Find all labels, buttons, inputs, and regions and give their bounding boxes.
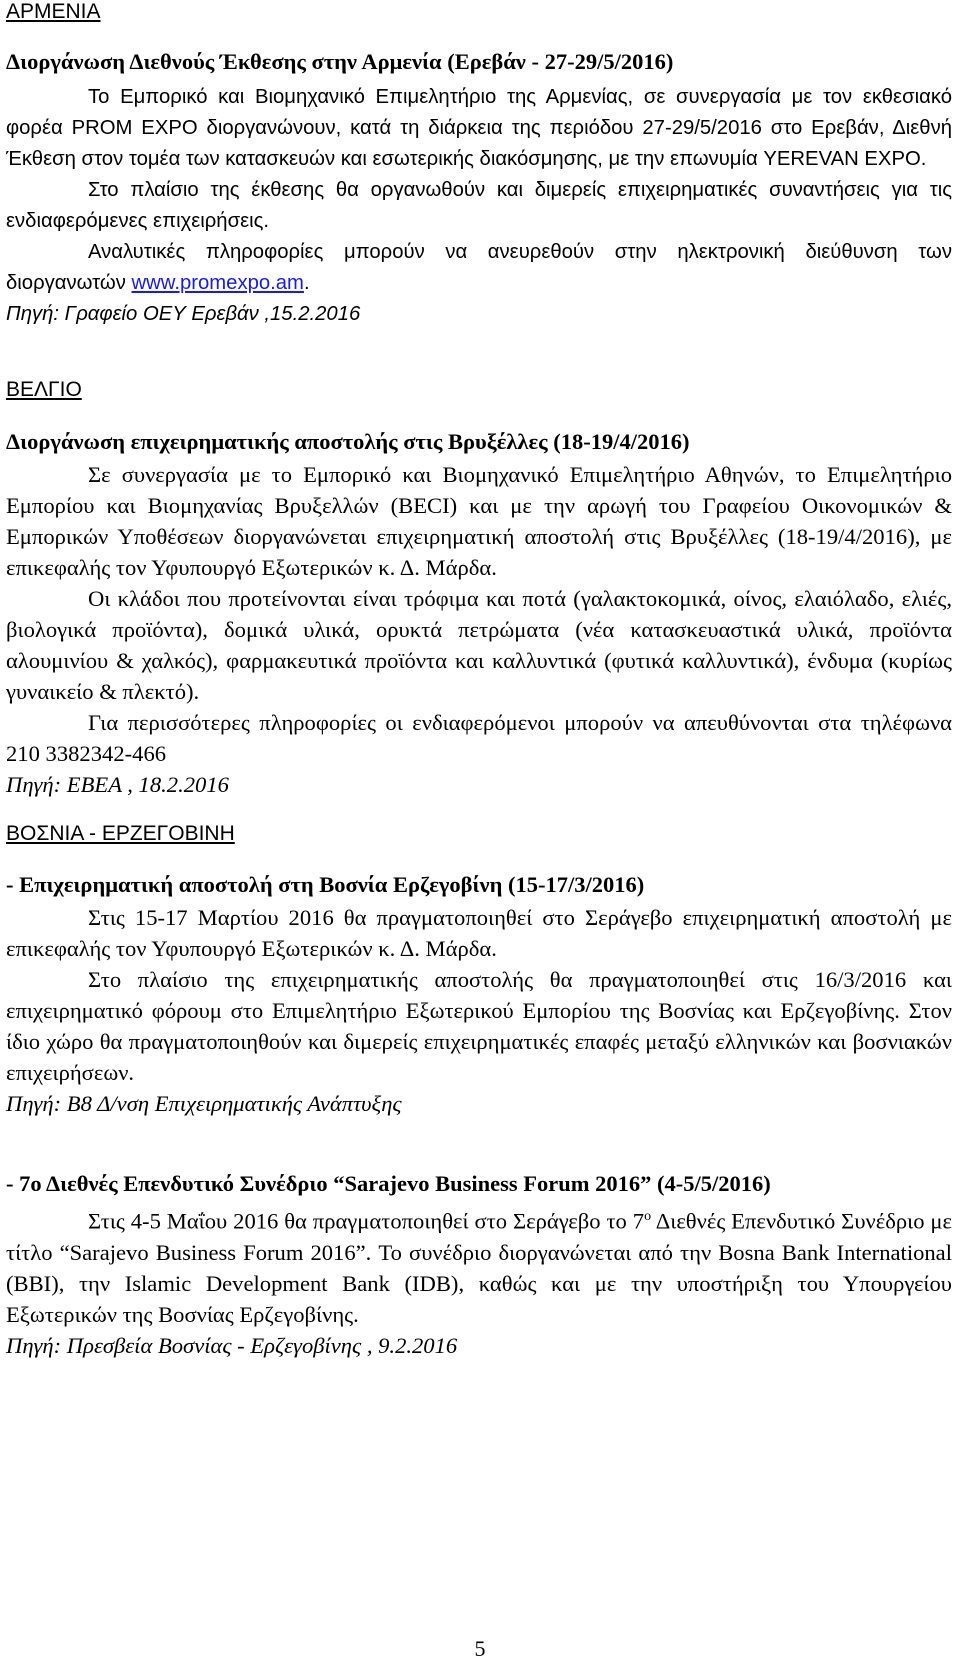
sarajevo-forum-paragraph: Στις 4-5 Μαΐου 2016 θα πραγματοποιηθεί στο Σεράγεβο το $7^o$ Διεθνές Επενδυτικό Συνέδριο με τίτλο “Sarajevo Business Forum 2016”. Το συνέδριο διοργανώνεται από την Bosna Bank International (BBI), την Islamic Development Bank (IDB), καθώς και με την υποστήριξη του Υπουργείου Εξωτερικών της Βοσνίας Ερζεγοβίνης. (6, 1208, 952, 1327)
page-number: 5 (474, 1636, 486, 1661)
bosnia-mission-paragraph-1: Στις 15-17 Μαρτίου 2016 θα πραγματοποιηθεί στο Σεράγεβο επιχειρηματική αποστολή με επικεφαλής τον Υφυπουργό Εξωτερικών κ. Δ. Μάρδα. (6, 905, 952, 961)
armenia-paragraph-3: Αναλυτικές πληροφορίες μπορούν να ανευρεθούν στην ηλεκτρονική διεύθυνση των διοργανωτών www.promexpo.am. (6, 241, 952, 294)
heading-sarajevo-forum: - 7ο Διεθνές Επενδυτικό Συνέδριο “Sarajevo Business Forum 2016” (4-5/5/2016) (6, 1171, 771, 1196)
heading-bosnia-mission: - Επιχειρηματική αποστολή στη Βοσνία Ερζεγοβίνη (15-17/3/2016) (6, 872, 645, 897)
bosnia-mission-paragraph-2: Στο πλαίσιο της επιχειρηματικής αποστολής θα πραγματοποιηθεί στις 16/3/2016 και επιχειρηματικό φόρουμ στο Επιμελητήριο Εξωτερικού Εμπορίου της Βοσνίας και Ερζεγοβίνης. Στον ίδιο χώρο θα πραγματοποιηθούν και διμερείς επιχειρηματικές επαφές μεταξύ ελληνικών και βοσνιακών επιχειρήσεων. (6, 967, 952, 1085)
belgium-source: Πηγή: ΕΒΕΑ , 18.2.2016 (6, 772, 229, 797)
document-page (6, 0, 952, 1361)
heading-armenia-exhibition: Διοργάνωση Διεθνούς Έκθεσης στην Αρμενία (Ερεβάν - 27-29/5/2016) (6, 49, 674, 74)
section-title-belgium: ΒΕΛΓΙΟ (6, 378, 82, 401)
belgium-paragraph-1: Σε συνεργασία με το Εμπορικό και Βιομηχανικό Επιμελητήριο Αθηνών, το Επιμελητήριο Εμπορίου και Βιομηχανίας Βρυξελλών (BECI) και με την αρωγή του Γραφείου Οικονομικών & Εμπορικών Υποθέσεων διοργανώνεται επιχειρηματική αποστολή στις Βρυξέλλες (18-19/4/2016), με επικεφαλής τον Υφυπουργό Εξωτερικών κ. Δ. Μάρδα. (6, 462, 952, 580)
bosnia-mission-source: Πηγή: Β8 Δ/νση Επιχειρηματικής Ανάπτυξης (6, 1091, 402, 1116)
sarajevo-forum-source: Πηγή: Πρεσβεία Βοσνίας - Ερζεγοβίνης , 9.2.2016 (6, 1332, 458, 1358)
armenia-source: Πηγή: Γραφείο ΟΕΥ Ερεβάν ,15.2.2016 (6, 303, 361, 325)
section-title-armenia: ΑΡΜΕΝΙΑ (6, 0, 101, 23)
belgium-paragraph-2: Οι κλάδοι που προτείνονται είναι τρόφιμα και ποτά (γαλακτοκομικά, οίνος, ελαιόλαδο, ελιές, βιολογικά προϊόντα), δομικά υλικά, ορυκτά πετρώματα (νέα κατασκευαστικά υλικά, προϊόντα αλουμινίου & χαλκός), φαρμακευτικά προϊόντα και καλλυντικά (φυτικά καλλυντικά), ένδυμα (κυρίως γυναικείο & πλεκτό). (6, 586, 952, 704)
heading-belgium-mission: Διοργάνωση επιχειρηματικής αποστολής στις Βρυξέλλες (18-19/4/2016) (6, 429, 690, 454)
promexpo-link[interactable]: www.promexpo.am (131, 272, 304, 294)
armenia-paragraph-1: Το Εμπορικό και Βιομηχανικό Επιμελητήριο της Αρμενίας, σε συνεργασία με τον εκθεσιακό φορέα PROM EXPO διοργανώνουν, κατά τη διάρκεια της περιόδου 27-29/5/2016 στο Ερεβάν, Διεθνή Έκθεση στον τομέα των κατασκευών και εσωτερικής διακόσμησης, με την επωνυμία YEREVAN EXPO. (6, 86, 952, 170)
belgium-paragraph-3: Για περισσότερες πληροφορίες οι ενδιαφερόμενοι μπορούν να απευθύνονται στα τηλέφωνα 210 3382342-466 (6, 710, 952, 766)
armenia-paragraph-2: Στο πλαίσιο της έκθεσης θα οργανωθούν και διμερείς επιχειρηματικές συναντήσεις για τις ενδιαφερόμενες επιχειρήσεις. (6, 179, 952, 232)
section-title-bosnia: ΒΟΣΝΙΑ - ΕΡΖΕΓΟΒΙΝΗ (6, 822, 235, 845)
